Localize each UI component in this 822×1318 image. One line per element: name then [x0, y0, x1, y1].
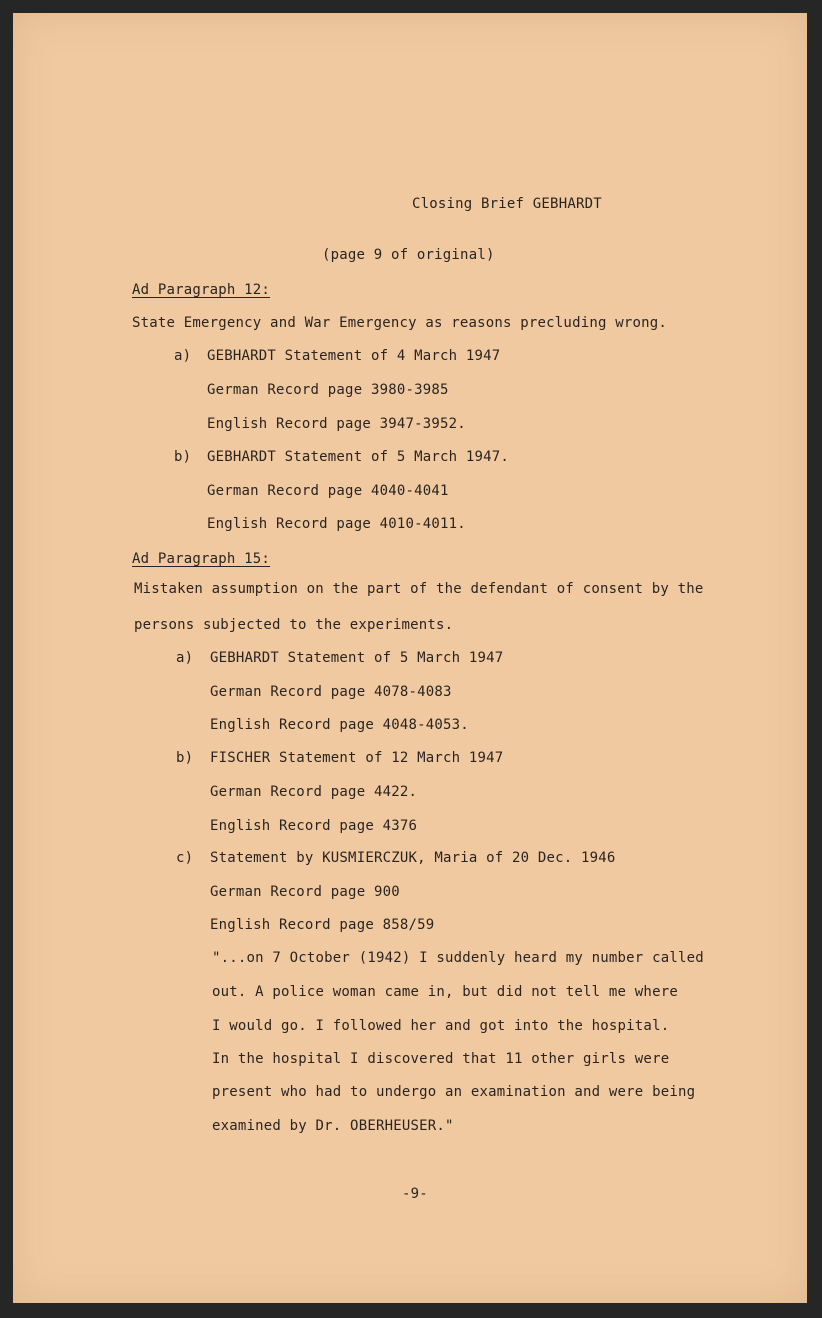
- quote-line: I would go. I followed her and got into the hospital.: [212, 1018, 670, 1034]
- item-marker: a): [176, 650, 194, 666]
- item-english-record: English Record page 4010-4011.: [207, 516, 466, 532]
- quote-line: In the hospital I discovered that 11 other girls were: [212, 1051, 670, 1067]
- page-number: -9-: [402, 1186, 428, 1202]
- item-english-record: English Record page 4376: [210, 818, 418, 834]
- item-german-record: German Record page 4040-4041: [207, 483, 449, 499]
- quote-line: out. A police woman came in, but did not tell me where: [212, 984, 678, 1000]
- page-reference: (page 9 of original): [322, 247, 495, 263]
- item-statement: GEBHARDT Statement of 4 March 1947: [207, 348, 501, 364]
- section-heading-12: Ad Paragraph 12:: [132, 282, 271, 298]
- item-statement: FISCHER Statement of 12 March 1947: [210, 750, 504, 766]
- item-statement: GEBHARDT Statement of 5 March 1947: [210, 650, 504, 666]
- item-english-record: English Record page 4048-4053.: [210, 717, 469, 733]
- document-title: Closing Brief GEBHARDT: [412, 196, 602, 212]
- item-german-record: German Record page 3980-3985: [207, 382, 449, 398]
- section-12-intro: State Emergency and War Emergency as reasons precluding wrong.: [132, 315, 667, 331]
- item-german-record: German Record page 900: [210, 884, 400, 900]
- item-marker: a): [174, 348, 192, 364]
- item-german-record: German Record page 4422.: [210, 784, 418, 800]
- item-german-record: German Record page 4078-4083: [210, 684, 452, 700]
- item-statement: Statement by KUSMIERCZUK, Maria of 20 Dec. 1946: [210, 850, 616, 866]
- quote-line: examined by Dr. OBERHEUSER.": [212, 1118, 454, 1134]
- quote-line: "...on 7 October (1942) I suddenly heard my number called: [212, 950, 704, 966]
- quote-line: present who had to undergo an examination and were being: [212, 1084, 696, 1100]
- item-english-record: English Record page 3947-3952.: [207, 416, 466, 432]
- item-statement: GEBHARDT Statement of 5 March 1947.: [207, 449, 510, 465]
- item-marker: b): [174, 449, 192, 465]
- item-english-record: English Record page 858/59: [210, 917, 435, 933]
- item-marker: b): [176, 750, 194, 766]
- section-15-intro-line: persons subjected to the experiments.: [134, 617, 454, 633]
- document-page: [13, 13, 807, 1303]
- section-15-intro-line: Mistaken assumption on the part of the defendant of consent by the: [134, 581, 704, 597]
- item-marker: c): [176, 850, 194, 866]
- section-heading-15: Ad Paragraph 15:: [132, 551, 271, 567]
